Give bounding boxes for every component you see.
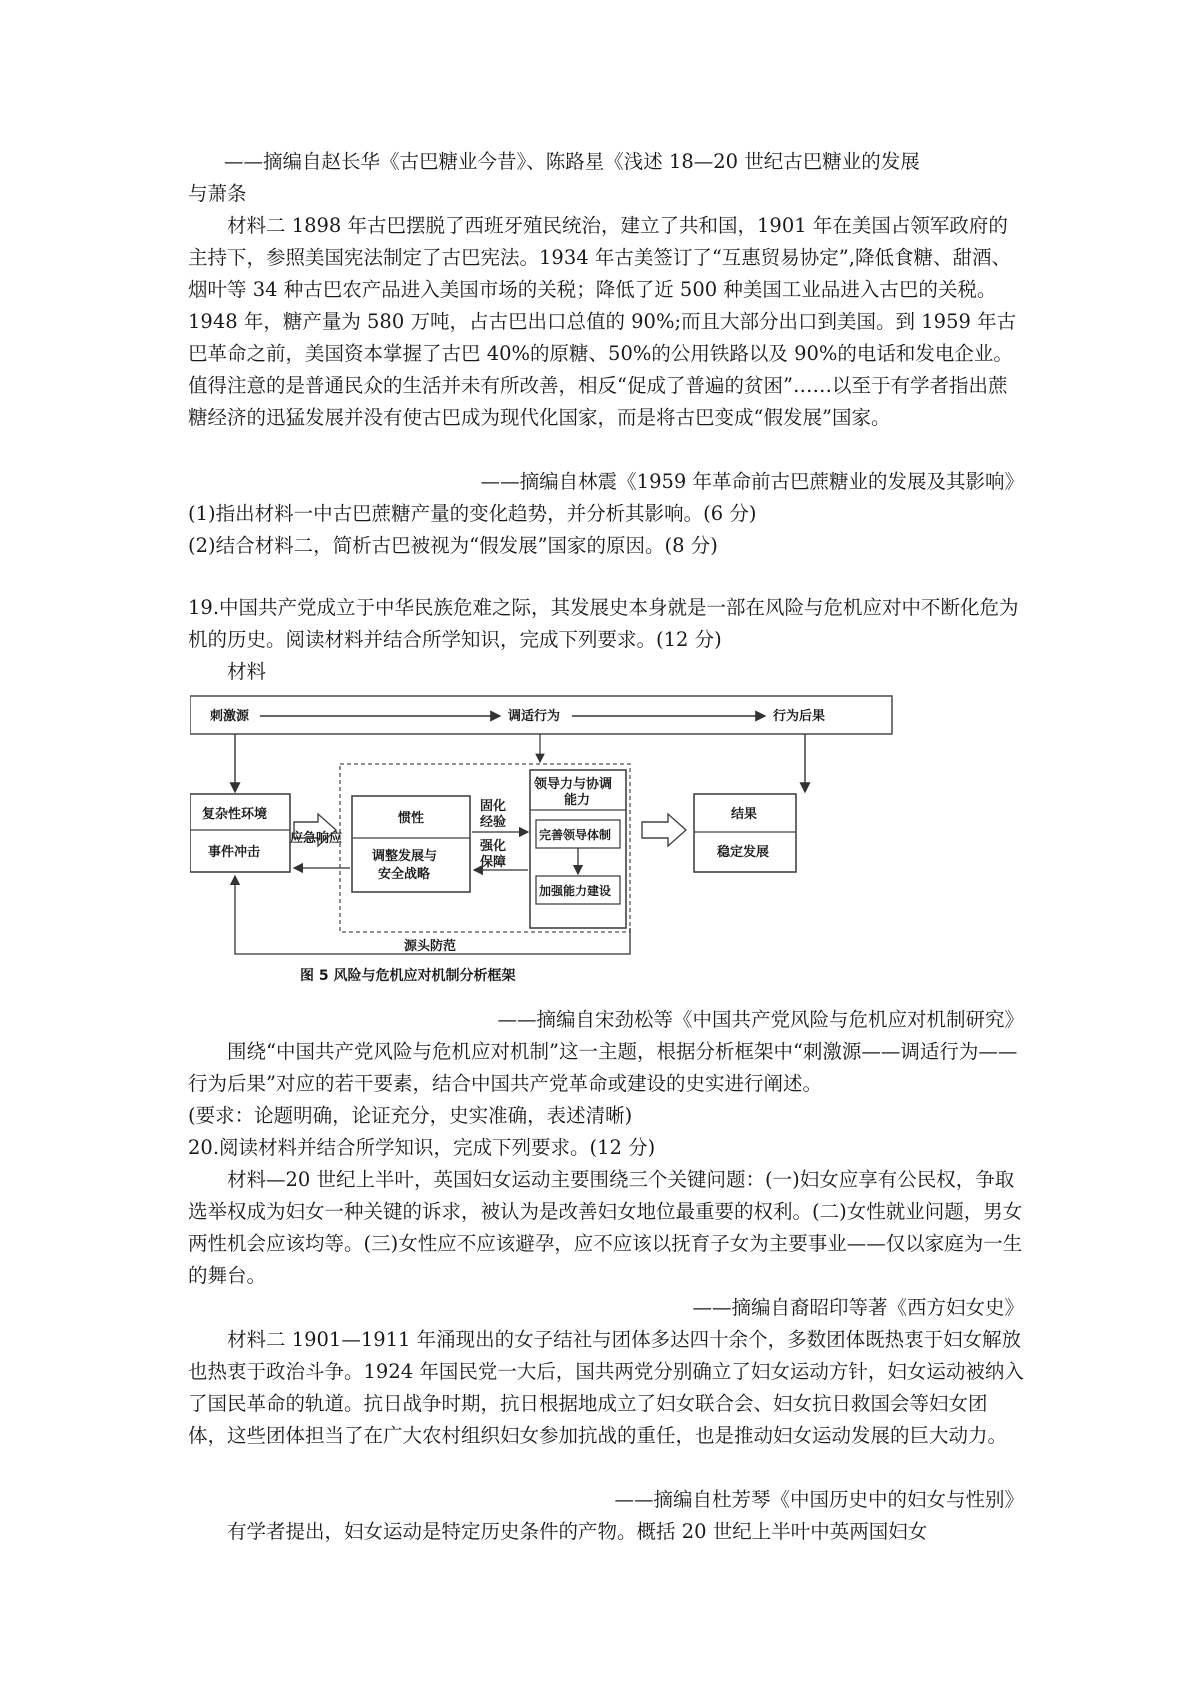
label-solidify-line1: 固化 [480, 799, 507, 814]
label-solidify-line2: 经验 [480, 815, 507, 830]
question-18-part-1: (1)指出材料一中古巴蔗糖产量的变化趋势，并分析其影响。(6 分) [188, 502, 757, 525]
source-citation-1 [188, 146, 1024, 210]
question-19-material-label: 材料 [227, 660, 267, 683]
label-leadership-line2: 能力 [564, 793, 591, 808]
label-perfect-system: 完善领导体制 [539, 828, 612, 842]
label-emergency: 应急响应 [290, 831, 343, 846]
box-result [694, 794, 796, 872]
material-2-paragraph: 材料二 1898 年古巴摆脱了西班牙殖民统治，建立了共和国，1901 年在美国占领军政府的主持下，参照美国宪法制定了古巴宪法。1934 年古美签订了“互惠贸易协定”,降低食糖、甜酒、烟叶等 34 种古巴农产品进入美国市场的关税；降低了近 500 种美国工业品进入古巴的关税。1948 年，糖产量为 580 万吨，占古巴出口总值的 90%;而且大部分出口到美国。到 1959 年古巴革命之前，美国资本掌握了古巴 40%的原糖、50%的公用铁路以及 90%的电话和发电企业。值得注意的是普通民众的生活并未有所改善，相反“促成了普遍的贫困”……以至于有学者指出蔗糖经济的迅猛发展并没有使古巴成为现代化国家，而是将古巴变成“假发展”国家。 [188, 214, 1017, 429]
label-adjust-line1: 调整发展与 [372, 849, 438, 864]
source-citation-3 [188, 1004, 1024, 1036]
question-19-task-block [188, 1036, 1024, 1132]
source-citation-4 [188, 1292, 1024, 1324]
label-inertia: 惯性 [398, 811, 425, 826]
label-adjust-line2: 安全战略 [378, 867, 431, 882]
material-2-block [188, 210, 1024, 434]
label-strengthen-line2: 保障 [480, 855, 507, 870]
question-20-material-2: 材料二 1901—1911 年涌现出的女子结社与团体多达四十余个，多数团体既热衷于妇女解放也热衷于政治斗争。1924 年国民党一大后，国共两党分别确立了妇女运动方针，妇女运动被纳入了国民革命的轨道。抗日战争时期，抗日根据地成立了妇女联合会、妇女抗日救国会等妇女团体，这些团体担当了在广大农村组织妇女参加抗战的重任，也是推动妇女运动发展的巨大动力。 [188, 1328, 1024, 1447]
question-20-material-1: 材料—20 世纪上半叶，英国妇女运动主要围绕三个关键问题：(一)妇女应享有公民权，争取选举权成为妇女一种关键的诉求，被认为是改善妇女地位最重要的权利。(二)女性就业问题，男女两性机会应该均等。(三)女性应不应该避孕，应不应该以抚育子女为主要事业——仅以家庭为一生的舞台。 [188, 1168, 1023, 1287]
source-citation-1-line1: ——摘编自赵长华《古巴糖业今昔》、陈路星《浅述 18—20 世纪古巴糖业的发展 [224, 150, 920, 173]
question-19-requirement: (要求：论题明确，论证充分，史实准确，表述清晰) [188, 1104, 633, 1127]
label-leadership-line1: 领导力与协调 [534, 777, 613, 792]
source-citation-3-text: ——摘编自宋劲松等《中国共产党风险与危机应对机制研究》 [497, 1008, 1024, 1031]
label-strengthen-line1: 强化 [480, 839, 507, 854]
source-citation-5 [188, 1484, 1024, 1516]
label-event-shock: 事件冲击 [208, 845, 261, 860]
question-19-stem: 19.中国共产党成立于中华民族危难之际，其发展史本身就是一部在风险与危机应对中不断化危为机的历史。阅读材料并结合所学知识，完成下列要求。(12 分) [188, 596, 1019, 651]
question-20-material-2-block [188, 1324, 1024, 1452]
label-result: 结果 [731, 807, 758, 822]
label-source-prevention: 源头防范 [404, 939, 457, 954]
box-complex-environment [190, 794, 290, 872]
question-19-block [188, 592, 1024, 688]
source-citation-2 [188, 466, 1024, 498]
label-behavior-result: 行为后果 [773, 709, 826, 724]
risk-crisis-framework-diagram [190, 692, 900, 992]
hollow-arrow-right [642, 814, 686, 846]
question-18-subquestions [188, 498, 1024, 562]
framework-diagram-svg [190, 692, 900, 992]
label-stable-dev: 稳定发展 [717, 845, 770, 860]
source-citation-1-line2: 与萧条 [188, 182, 247, 205]
question-20-stem: 20.阅读材料并结合所学知识，完成下列要求。(12 分) [188, 1136, 656, 1159]
label-strengthen-capacity: 加强能力建设 [539, 884, 612, 898]
question-19-task: 围绕“中国共产党风险与危机应对机制”这一主题，根据分析框架中“刺激源——调适行为——行为后果”对应的若干要素，结合中国共产党革命或建设的史实进行阐述。 [188, 1040, 1018, 1095]
question-18-part-2: (2)结合材料二，简析古巴被视为“假发展”国家的原因。(8 分) [188, 534, 718, 557]
source-citation-4-text: ——摘编自裔昭印等著《西方妇女史》 [692, 1296, 1024, 1319]
question-20-block [188, 1132, 1024, 1292]
source-citation-2-text: ——摘编自林震《1959 年革命前古巴蔗糖业的发展及其影响》 [480, 470, 1024, 493]
source-citation-5-text: ——摘编自杜芳琴《中国历史中的妇女与性别》 [614, 1488, 1024, 1511]
label-complex-env: 复杂性环境 [202, 807, 268, 822]
question-20-task-block [188, 1516, 1024, 1548]
diagram-caption: 图 5 风险与危机应对机制分析框架 [300, 968, 516, 984]
label-stimulus-source: 刺激源 [210, 709, 250, 724]
label-adaptive-behavior: 调适行为 [508, 709, 561, 724]
question-20-task: 有学者提出，妇女运动是特定历史条件的产物。概括 20 世纪上半叶中英两国妇女 [227, 1520, 928, 1543]
